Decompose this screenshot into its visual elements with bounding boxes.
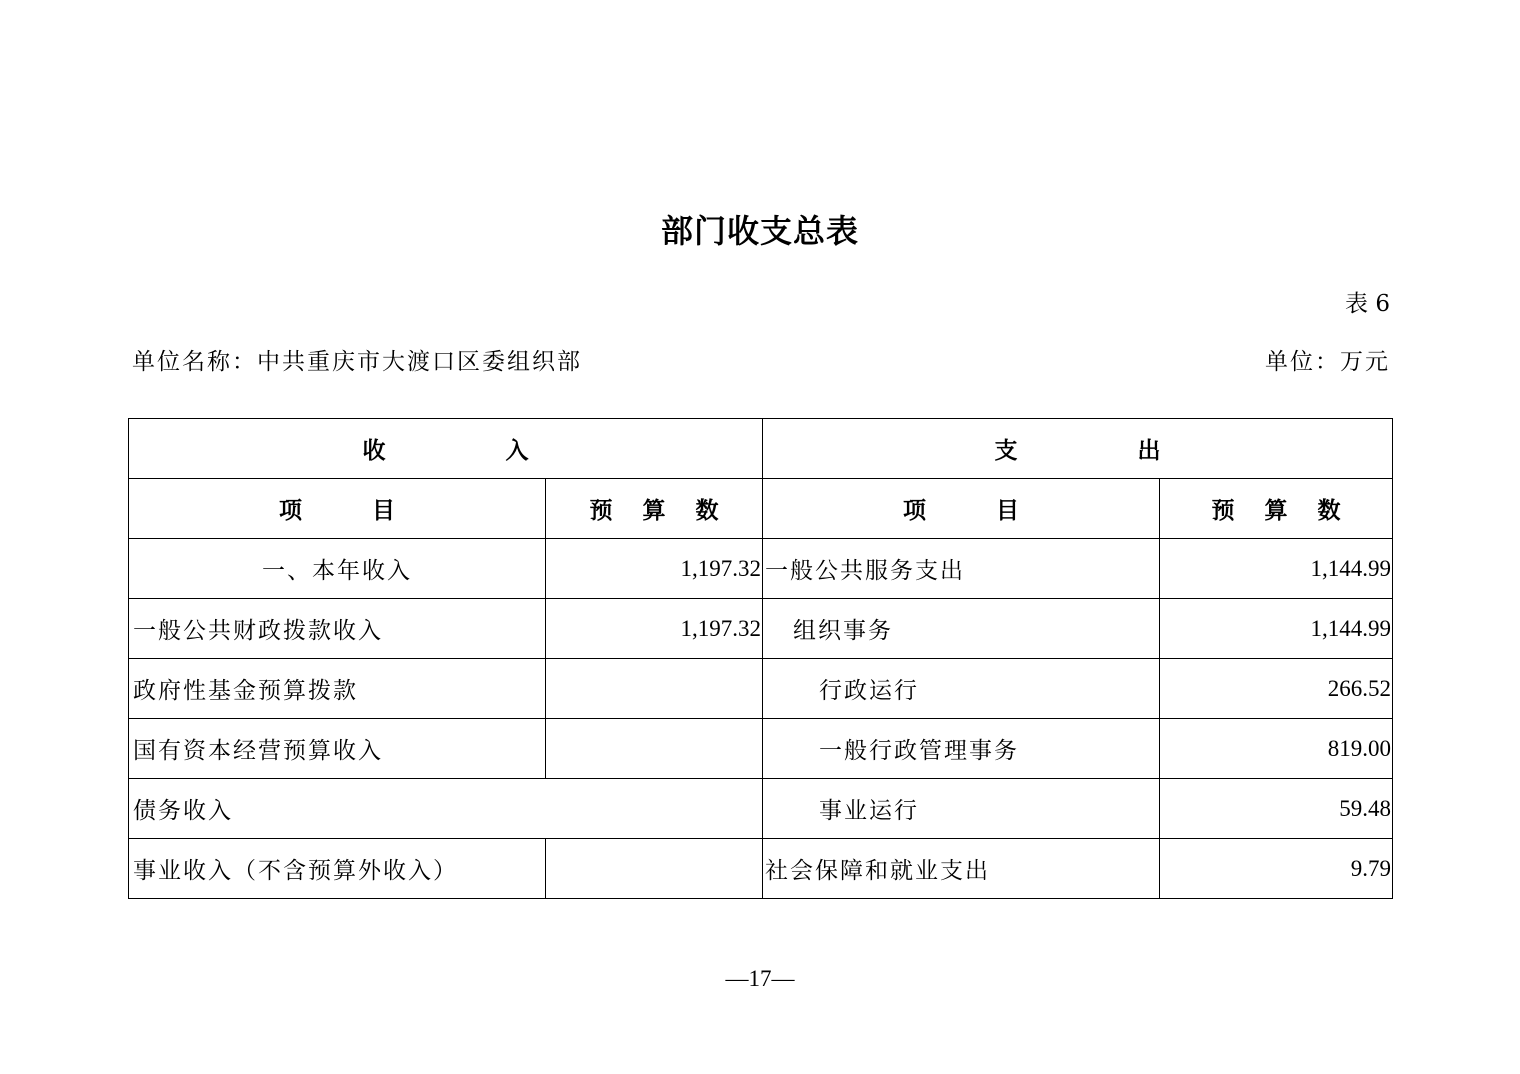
income-item: 一般公共财政拨款收入 (129, 599, 546, 659)
header-char: 预 (589, 498, 613, 524)
income-header-char: 收 (362, 438, 386, 464)
expense-value: 1,144.99 (1160, 539, 1393, 599)
header-char: 目 (372, 498, 395, 524)
income-header (129, 419, 763, 479)
expense-value: 819.00 (1160, 719, 1393, 779)
page-number: —17— (725, 966, 795, 991)
table-row (129, 539, 1393, 599)
income-header-char: 入 (505, 438, 529, 464)
currency-unit: 单位：万元 (1265, 349, 1390, 375)
income-budget-header (546, 479, 763, 539)
expense-header-char: 支 (994, 438, 1018, 464)
income-value (546, 719, 763, 779)
income-item: 政府性基金预算拨款 (129, 659, 546, 719)
expense-value: 9.79 (1160, 839, 1393, 899)
header-char: 项 (279, 498, 302, 524)
header-row-sub (129, 479, 1393, 539)
income-value: 1,197.32 (546, 539, 763, 599)
income-value: 1,197.32 (546, 599, 763, 659)
expense-header-char: 出 (1137, 438, 1161, 464)
expense-item: 事业运行 (763, 779, 1160, 839)
expense-value: 266.52 (1160, 659, 1393, 719)
header-char: 数 (1317, 498, 1341, 524)
header-char: 算 (1264, 498, 1288, 524)
income-item: 一、本年收入 (129, 539, 546, 599)
expense-item: 组织事务 (763, 599, 1160, 659)
expense-item: 一般行政管理事务 (763, 719, 1160, 779)
expense-item: 一般公共服务支出 (763, 539, 1160, 599)
income-item: 事业收入（不含预算外收入） (129, 839, 546, 899)
expense-header (763, 419, 1393, 479)
table-row (129, 839, 1393, 899)
income-item-header (129, 479, 546, 539)
expense-value: 59.48 (1160, 779, 1393, 839)
expense-value: 1,144.99 (1160, 599, 1393, 659)
budget-summary-table (128, 418, 1393, 899)
header-char: 数 (695, 498, 719, 524)
header-row-main (129, 419, 1393, 479)
header-char: 预 (1211, 498, 1235, 524)
header-char: 项 (903, 498, 926, 524)
table-row (129, 779, 1393, 839)
page-title: 部门收支总表 (660, 212, 859, 250)
income-item: 国有资本经营预算收入 (129, 719, 546, 779)
table-number: 表 6 (1345, 291, 1390, 317)
expense-item-header (763, 479, 1160, 539)
income-value (546, 839, 763, 899)
income-item: 债务收入 (129, 779, 763, 839)
header-char: 算 (642, 498, 666, 524)
table-row (129, 719, 1393, 779)
table-row (129, 659, 1393, 719)
header-char: 目 (996, 498, 1019, 524)
expense-item: 行政运行 (763, 659, 1160, 719)
income-value (546, 659, 763, 719)
unit-name: 单位名称：中共重庆市大渡口区委组织部 (132, 349, 582, 375)
expense-item: 社会保障和就业支出 (763, 839, 1160, 899)
expense-budget-header (1160, 479, 1393, 539)
table-row (129, 599, 1393, 659)
